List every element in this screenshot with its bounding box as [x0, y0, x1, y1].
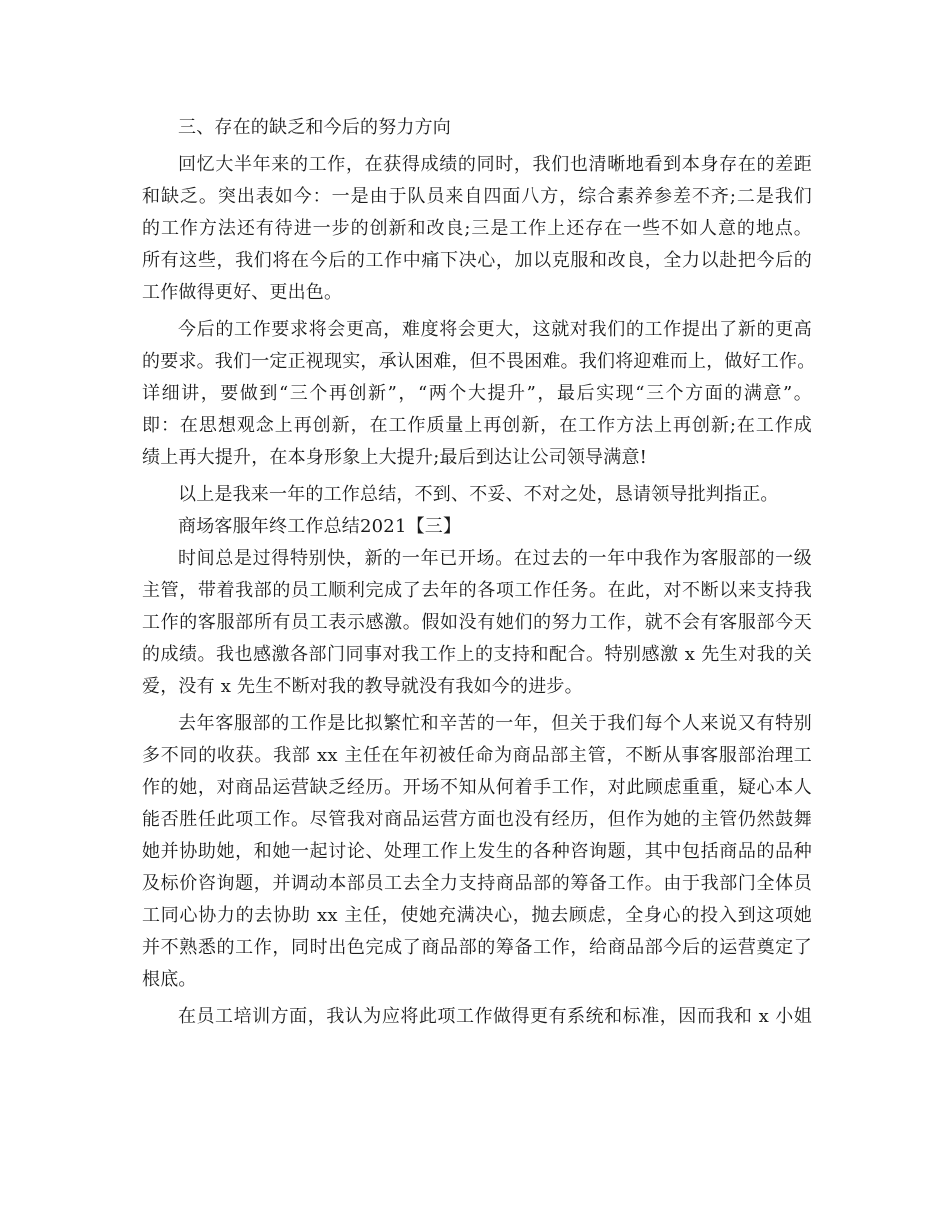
paragraph-line: 她并协助她，和她一起讨论、处理工作上发生的各种咨询题，其中包括商品的品种 [142, 841, 812, 862]
paragraph-line: 的成绩。我也感激各部门同事对我工作上的支持和配合。特别感激 x 先生对我的关 [142, 644, 812, 665]
paragraph-line: 在员工培训方面，我认为应将此项工作做得更有系统和标准，因而我和 x 小姐 [178, 1006, 812, 1027]
paragraph-line: 作的她，对商品运营缺乏经历。开场不知从何着手工作，对此顾虑重重，疑心本人 [142, 777, 812, 798]
paragraph-line: 去年客服部的工作是比拟繁忙和辛苦的一年，但关于我们每个人来说又有特别 [178, 713, 812, 734]
paragraph-line: 即：在思想观念上再创新，在工作质量上再创新，在工作方法上再创新;在工作成 [142, 415, 812, 436]
paragraph-line: 以上是我来一年的工作总结，不到、不妥、不对之处，恳请领导批判指正。 [178, 484, 779, 505]
paragraph-line: 工作的客服部所有员工表示感激。假如没有她们的努力工作，就不会有客服部今天 [142, 612, 812, 633]
paragraph-line: 工同心协力的去协助 xx 主任，使她充满决心，抛去顾虑，全身心的投入到这项她 [142, 905, 812, 926]
paragraph-3 [142, 479, 812, 511]
paragraph-line: 绩上再大提升，在本身形象上大提升;最后到达让公司领导满意! [142, 447, 648, 468]
paragraph-5 [142, 708, 812, 996]
paragraph-line: 详细讲，要做到“三个再创新”，“两个大提升”，最后实现“三个方面的满意”。 [142, 383, 812, 404]
paragraph-line: 多不同的收获。我部 xx 主任在年初被任命为商品部主管，不断从事客服部治理工 [142, 745, 812, 766]
paragraph-line: 爱，没有 x 先生不断对我的教导就没有我如今的进步。 [142, 676, 583, 697]
paragraph-line: 所有这些，我们将在今后的工作中痛下决心，加以克服和改良，全力以赴把今后的 [142, 250, 812, 271]
paragraph-line: 今后的工作要求将会更高，难度将会更大，这就对我们的工作提出了新的更高 [178, 319, 812, 340]
paragraph-2 [142, 314, 816, 474]
paragraph-line: 能否胜任此项工作。尽管我对商品运营方面也没有经历，但作为她的主管仍然鼓舞 [142, 809, 812, 830]
paragraph-line: 根底。 [142, 969, 197, 990]
paragraph-1 [142, 149, 812, 309]
paragraph-4 [142, 543, 812, 703]
document-title: 商场客服年终工作总结2021【三】 [178, 516, 462, 537]
paragraph-line: 工作做得更好、更出色。 [142, 282, 343, 303]
paragraph-line: 回忆大半年来的工作，在获得成绩的同时，我们也清晰地看到本身存在的差距 [178, 154, 812, 175]
paragraph-line: 的工作方法还有待进一步的创新和改良;三是工作上还存在一些不如人意的地点。 [142, 218, 812, 239]
paragraph-6 [142, 1001, 812, 1033]
paragraph-line: 主管，带着我部的员工顺利完成了去年的各项工作任务。在此，对不断以来支持我 [142, 580, 812, 601]
paragraph-line: 和缺乏。突出表如今：一是由于队员来自四面八方，综合素养参差不齐;二是我们 [142, 186, 812, 207]
paragraph-line: 及标价咨询题，并调动本部员工去全力支持商品部的筹备工作。由于我部门全体员 [142, 873, 812, 894]
section-heading: 三、存在的缺乏和今后的努力方向 [178, 117, 451, 138]
document-page [142, 112, 816, 1033]
paragraph-line: 时间总是过得特别快，新的一年已开场。在过去的一年中我作为客服部的一级 [178, 548, 812, 569]
paragraph-line: 的要求。我们一定正视现实，承认困难，但不畏困难。我们将迎难而上，做好工作。 [142, 351, 816, 372]
paragraph-line: 并不熟悉的工作，同时出色完成了商品部的筹备工作，给商品部今后的运营奠定了 [142, 937, 812, 958]
